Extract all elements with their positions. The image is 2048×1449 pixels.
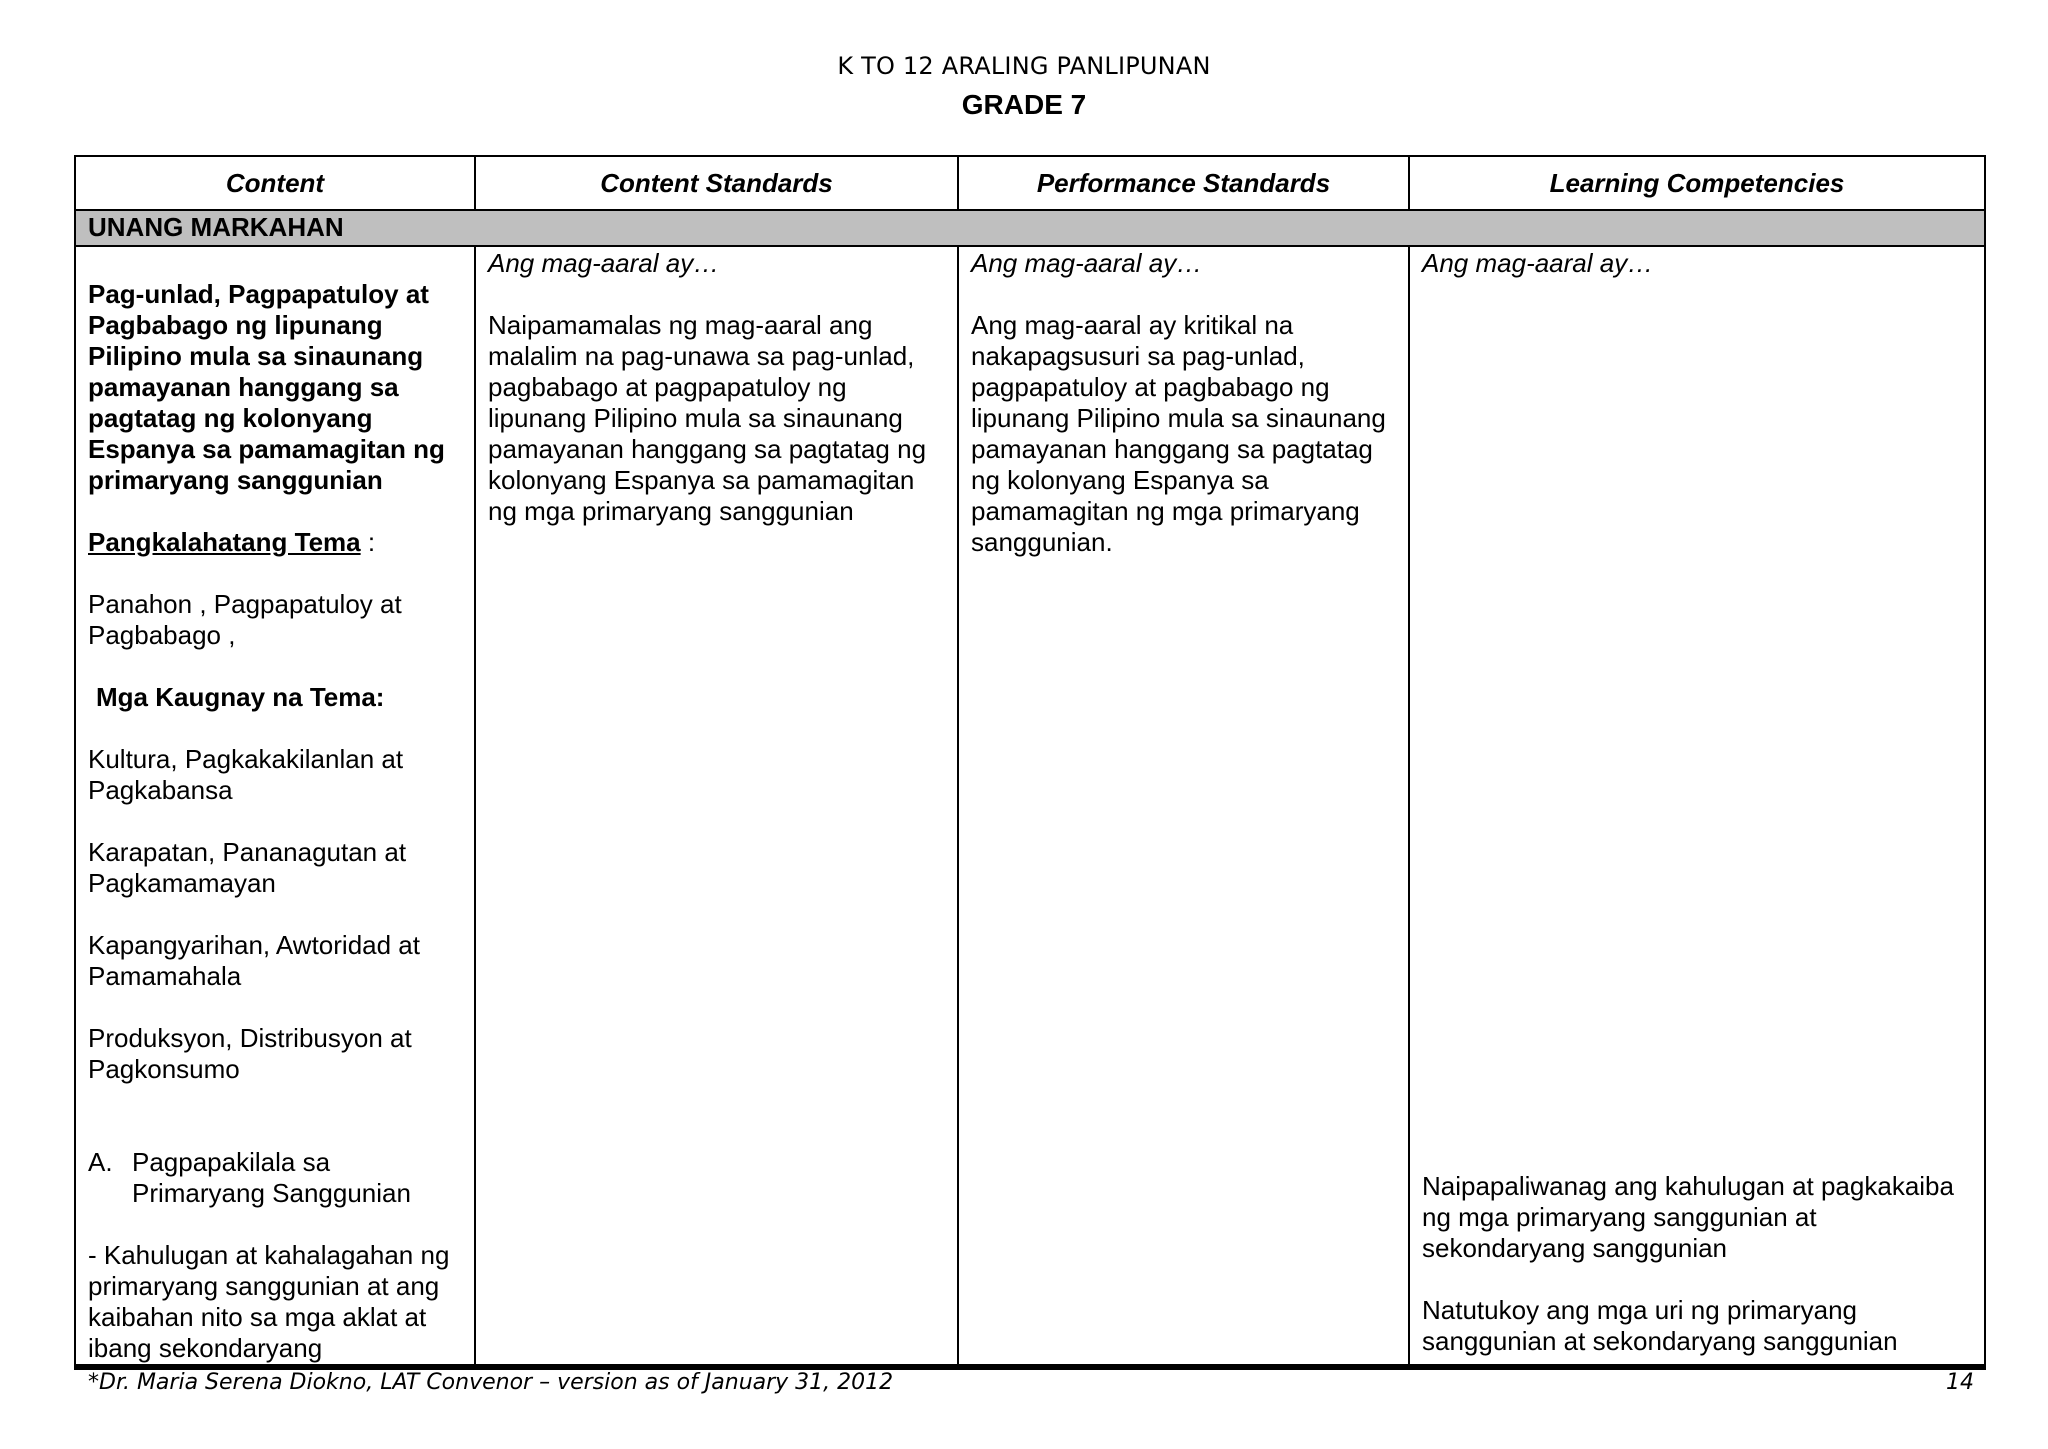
general-theme-label: Pangkalahatang Tema (88, 527, 361, 557)
performance-standards-text: Ang mag-aaral ay kritikal na nakapagsusuri sa pag-unlad, pagpapatuloy at pagbabago ng lipunang Pilipino mula sa sinaunang pamayanan hanggang sa pagtatag ng kolonyang Espanya sa pamamagitan ng mga primaryang sanggunian. (971, 310, 1386, 557)
column-header-content-standards: Content Standards (475, 156, 958, 210)
quarter-label: UNANG MARKAHAN (75, 210, 1985, 246)
column-header-learning-competencies: Learning Competencies (1409, 156, 1985, 210)
document-grade-title: GRADE 7 (961, 89, 1087, 120)
quarter-row (75, 210, 1985, 246)
topic-a-label: A. (88, 1147, 113, 1177)
related-theme-item: Karapatan, Pananagutan at Pagkamamayan (88, 837, 407, 898)
column-header-content: Content (75, 156, 475, 210)
column-header-performance-standards: Performance Standards (958, 156, 1409, 210)
content-standards-cell (475, 246, 958, 1367)
related-theme-item: Produksyon, Distribusyon at Pagkonsumo (88, 1023, 412, 1084)
general-theme-colon: : (360, 527, 376, 557)
content-cell (75, 246, 475, 1367)
table-row (75, 246, 1985, 1367)
topic-a-text: Pagpapakilala sa Primaryang Sanggunian (132, 1147, 411, 1208)
related-theme-item: Kapangyarihan, Awtoridad at Pamamahala (88, 930, 420, 991)
content-title: Pag-unlad, Pagpapatuloy at Pagbabago ng lipunang Pilipino mula sa sinaunang pamayanan hanggang sa pagtatag ng kolonyang Espanya sa pamamagitan ng primaryang sanggunian (88, 279, 445, 495)
related-themes-label: Mga Kaugnay na Tema: (96, 682, 385, 712)
content-standards-text: Naipamamalas ng mag-aaral ang malalim na pag-unawa sa pag-unlad, pagbabago at pagpapatuloy ng lipunang Pilipino mula sa sinaunang pamayanan hanggang sa pagtatag ng kolonyang Espanya sa pamamagitan ng mga primaryang sanggunian (488, 310, 927, 526)
learning-competencies-intro: Ang mag-aaral ay… (1422, 248, 1654, 278)
content-standards-intro: Ang mag-aaral ay… (488, 248, 720, 278)
page-number: 14 (1946, 1370, 1974, 1395)
learning-competencies-cell (1409, 246, 1985, 1367)
table-header-row (75, 156, 1985, 210)
performance-standards-cell (958, 246, 1409, 1367)
topic-a (88, 1147, 462, 1209)
performance-standards-intro: Ang mag-aaral ay… (971, 248, 1203, 278)
competency-item: Natutukoy ang mga uri ng primaryang sanggunian at sekondaryang sanggunian (1422, 1295, 1898, 1356)
related-theme-item: Kultura, Pagkakakilanlan at Pagkabansa (88, 744, 404, 805)
subtopic-text: - Kahulugan at kahalagahan ng primaryang sanggunian at ang kaibahan nito sa mga aklat at ibang sekondaryang (88, 1240, 450, 1363)
document-header-title: K TO 12 ARALING PANLIPUNAN (837, 52, 1211, 80)
general-theme: Panahon , Pagpapatuloy at Pagbabago , (88, 589, 402, 650)
curriculum-table (74, 155, 1986, 1370)
table-bottom-rule (74, 1364, 1984, 1366)
competency-item: Naipapaliwanag ang kahulugan at pagkakaiba ng mga primaryang sanggunian at sekondaryang sanggunian (1422, 1171, 1954, 1263)
footer-credit: *Dr. Maria Serena Diokno, LAT Convenor – version as of January 31, 2012 (88, 1370, 894, 1395)
